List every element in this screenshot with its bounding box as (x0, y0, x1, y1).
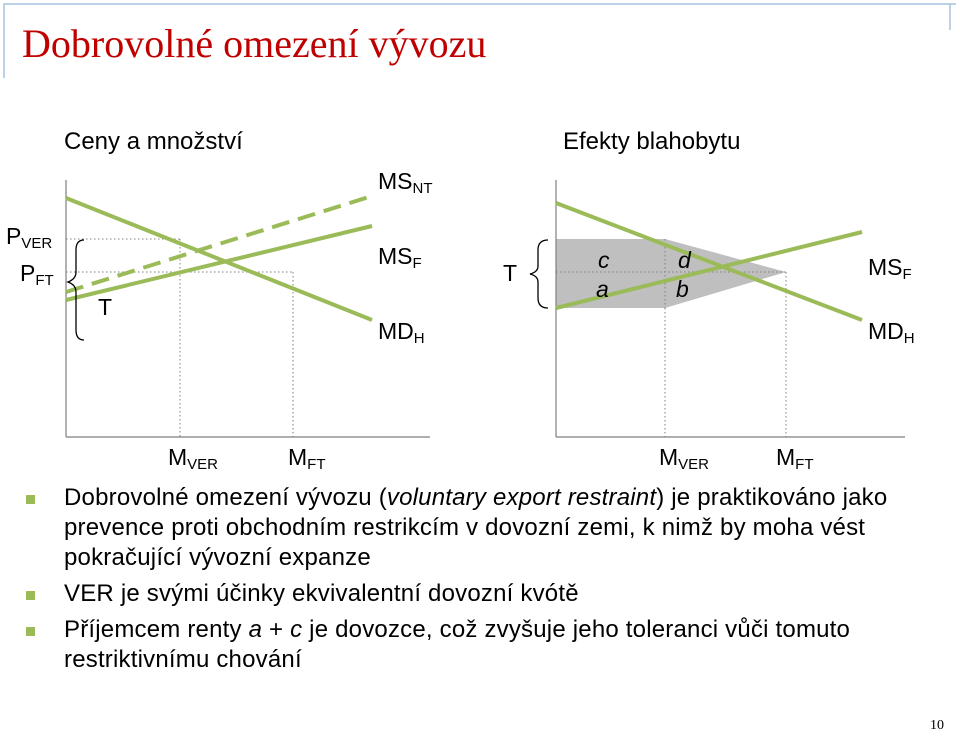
left-diagram-heading: Ceny a množství (64, 128, 243, 155)
bullet-marker-icon (26, 591, 35, 600)
bullet-item: Dobrovolné omezení vývozu (voluntary export restraint) je praktikováno jako prevence proti obchodním restrikcím v dovozní zemi, k nimž by moha vést pokračující vývozní expanze (24, 483, 944, 573)
area-d-label: d (678, 247, 691, 273)
right-diagram-heading: Efekty blahobytu (563, 128, 741, 155)
left-diagram-graphic (66, 180, 430, 437)
bullet-list (24, 483, 944, 675)
p-ft-label: $P_{FT}$ (20, 260, 54, 289)
right-m-ft-label: $M_{FT}$ (776, 444, 814, 473)
slide-title: Dobrovolné omezení vývozu (22, 21, 487, 66)
right-tariff-brace (530, 240, 548, 308)
left-m-ver-label: $M_{VER}$ (168, 444, 219, 473)
area-c-label: c (598, 247, 610, 273)
left-m-ft-label: $M_{FT}$ (288, 444, 326, 473)
left-tariff-label: T (98, 294, 113, 320)
bullet-marker-icon (26, 627, 35, 636)
left-ms-nt-curve (66, 196, 372, 292)
bullet-item: VER je svými účinky ekvivalentní dovozní kvótě (24, 579, 944, 609)
right-tariff-label: T (503, 260, 518, 286)
left-ms-f-label: $MS_F$ (378, 243, 422, 272)
left-md-h-label: $MD_H$ (378, 318, 425, 347)
right-ms-f-label: $MS_F$ (868, 254, 912, 283)
right-diagram-graphic (530, 180, 905, 437)
p-ver-label: $P_{VER}$ (6, 223, 53, 252)
bullet-item: Příjemcem renty a + c je dovozce, což zvyšuje jeho toleranci vůči tomuto restriktivnímu chování (24, 615, 944, 675)
right-md-h-label: $MD_H$ (868, 318, 915, 347)
left-ms-f-curve (66, 226, 372, 300)
bullet-marker-icon (26, 495, 35, 504)
area-a-label: a (596, 276, 609, 302)
right-m-ver-label: $M_{VER}$ (659, 444, 710, 473)
area-b-label: b (676, 276, 689, 302)
page-number: 10 (930, 718, 944, 733)
left-ms-nt-label: $MS_{NT}$ (378, 168, 433, 197)
